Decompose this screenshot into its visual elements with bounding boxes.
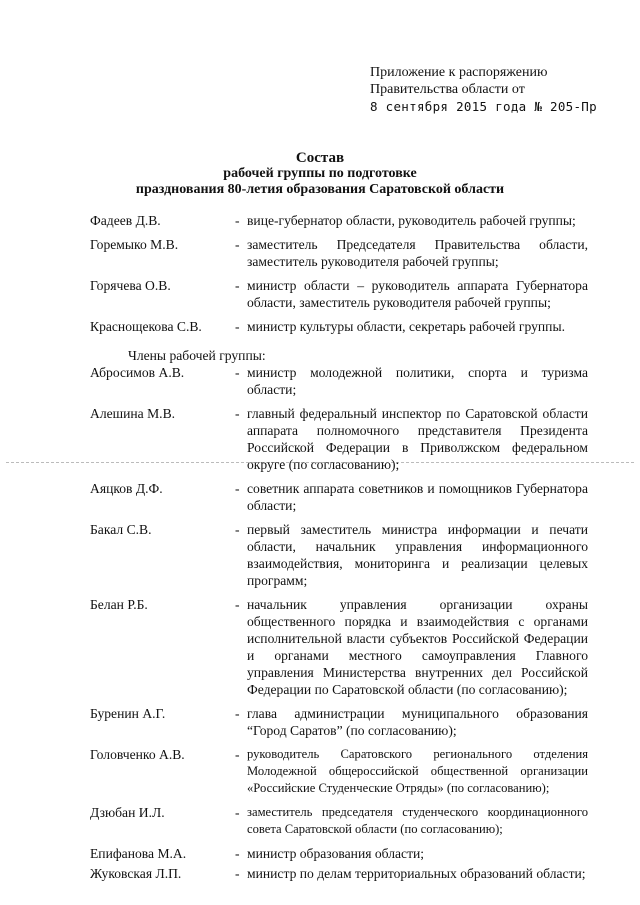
person-role: первый заместитель министра информации и печати области, начальник управления информационного взаимодействия, мониторинга и реализации целевых программ; xyxy=(247,522,588,588)
person-name: Алешина М.В. xyxy=(90,406,176,421)
list-item: Головченко А.В. - руководитель Саратовского регионального отделения Молодежной общероссийской общественной организации «Российские Студенческие Отряды» (по согласованию); xyxy=(90,747,588,795)
person-role: заместитель Председателя Правительства области, заместитель руководителя рабочей группы; xyxy=(247,237,588,269)
title-line-3: празднования 80-летия образования Саратовской области xyxy=(135,182,505,197)
members-heading: Члены рабочей группы: xyxy=(128,348,266,363)
person-name: Аяцков Д.Ф. xyxy=(90,481,163,496)
list-item: Краснощекова С.В. - министр культуры области, секретарь рабочей группы. xyxy=(90,318,588,335)
leaders-list xyxy=(90,212,588,335)
person-role: министр области – руководитель аппарата Губернатора области, заместитель руководителя рабочей группы; xyxy=(247,278,588,310)
person-role: советник аппарата советников и помощников Губернатора области; xyxy=(247,481,588,513)
document-title xyxy=(0,150,640,198)
person-name: Краснощекова С.В. xyxy=(90,319,202,334)
list-item: Дзюбан И.Л. - заместитель председателя студенческого координационного совета Саратовской области (по согласованию); xyxy=(90,805,588,836)
list-item: Буренин А.Г. - глава администрации муниципального образования “Город Саратов” (по согласованию); xyxy=(90,706,588,738)
appendix-line-1: Приложение к распоряжению xyxy=(370,65,548,80)
person-role: главный федеральный инспектор по Саратовской области аппарата полномочного представителя Президента Российской Федерации в Приволжском федеральном округе (по согласованию); xyxy=(247,406,588,472)
members-list xyxy=(90,364,588,882)
person-role: руководитель Саратовского регионального отделения Молодежной общероссийской общественной организации «Российские Студенческие Отряды» (по согласованию); xyxy=(247,747,588,795)
appendix-header xyxy=(370,64,630,115)
person-role: вице-губернатор области, руководитель рабочей группы; xyxy=(247,213,576,228)
person-role: министр молодежной политики, спорта и туризма области; xyxy=(247,365,588,397)
person-name: Горячева О.В. xyxy=(90,278,171,293)
person-role: глава администрации муниципального образования “Город Саратов” (по согласованию); xyxy=(247,706,588,738)
person-name: Белан Р.Б. xyxy=(90,597,148,612)
person-name: Епифанова М.А. xyxy=(90,846,187,861)
person-name: Дзюбан И.Л. xyxy=(90,805,165,820)
person-role: министр по делам территориальных образований области; xyxy=(247,866,586,881)
appendix-line-3: 8 сентября 2015 года № 205-Пр xyxy=(370,99,597,114)
list-item: Белан Р.Б. - начальник управления организации охраны общественного порядка и взаимодействия с органами исполнительной власти субъектов Российской Федерации и органами местного самоуправления Главного управления Министерства внутренних дел Российской Федерации по Саратовской области (по согласованию); xyxy=(90,597,588,697)
person-name: Жуковская Л.П. xyxy=(90,866,182,881)
list-item: Абросимов А.В. - министр молодежной политики, спорта и туризма области; xyxy=(90,365,588,397)
person-name: Фадеев Д.В. xyxy=(90,213,161,228)
list-item: Бакал С.В. - первый заместитель министра информации и печати области, начальник управления информационного взаимодействия, мониторинга и реализации целевых программ; xyxy=(90,522,588,588)
person-role: заместитель председателя студенческого координационного совета Саратовской области (по согласованию); xyxy=(247,805,588,836)
list-item: Горемыко М.В. - заместитель Председателя Правительства области, заместитель руководителя рабочей группы; xyxy=(90,237,588,269)
person-name: Буренин А.Г. xyxy=(90,706,166,721)
list-item: Фадеев Д.В. - вице-губернатор области, руководитель рабочей группы; xyxy=(90,212,588,229)
person-name: Головченко А.В. xyxy=(90,747,185,762)
list-item: Жуковская Л.П. - министр по делам территориальных образований области; xyxy=(90,865,588,882)
appendix-line-2: Правительства области от xyxy=(370,82,525,97)
title-line-2: рабочей группы по подготовке xyxy=(223,166,417,181)
title-line-1: Состав xyxy=(295,150,345,166)
list-item: Епифанова М.А. - министр образования области; xyxy=(90,845,588,862)
person-name: Абросимов А.В. xyxy=(90,365,185,380)
person-role: министр образования области; xyxy=(247,846,425,861)
list-item: Алешина М.В. - главный федеральный инспектор по Саратовской области аппарата полномочного представителя Президента Российской Федерации в Приволжском федеральном округе (по согласованию); xyxy=(90,406,588,472)
list-item: Горячева О.В. - министр области – руководитель аппарата Губернатора области, заместитель руководителя рабочей группы; xyxy=(90,278,588,310)
person-name: Бакал С.В. xyxy=(90,522,152,537)
person-role: министр культуры области, секретарь рабочей группы. xyxy=(247,319,565,334)
person-role: начальник управления организации охраны общественного порядка и взаимодействия с органами исполнительной власти субъектов Российской Федерации и органами местного самоуправления Главного управления Министерства внутренних дел Российской Федерации по Саратовской области (по согласованию); xyxy=(247,597,588,697)
list-item: Аяцков Д.Ф. - советник аппарата советников и помощников Губернатора области; xyxy=(90,481,588,513)
person-name: Горемыко М.В. xyxy=(90,237,179,252)
